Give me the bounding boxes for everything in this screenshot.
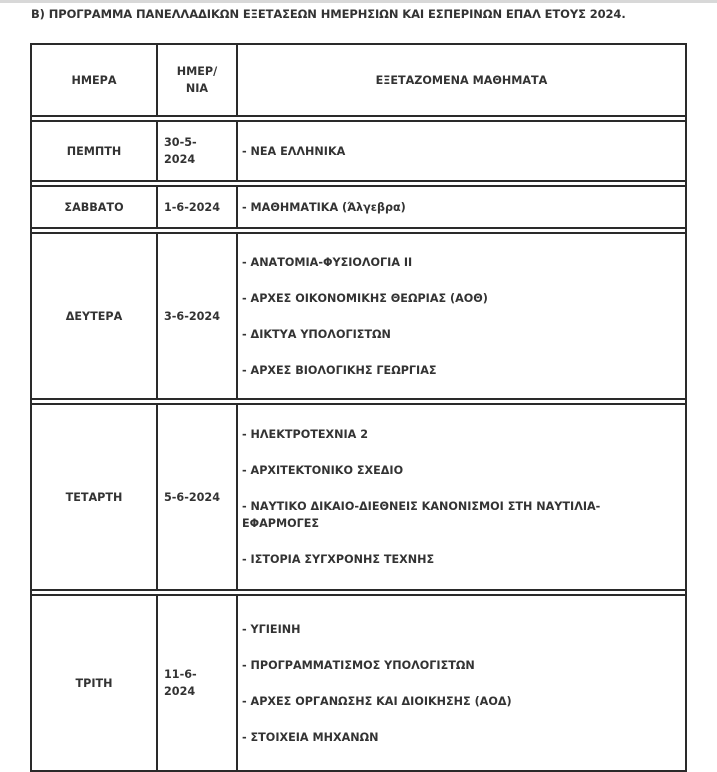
subject-item: - ΑΝΑΤΟΜΙΑ-ΦΥΣΙΟΛΟΓΙΑ ΙΙ bbox=[242, 255, 413, 269]
table-header-row bbox=[31, 44, 686, 116]
subjects-cell bbox=[237, 121, 686, 181]
header-subjects: ΕΞΕΤΑΖΟΜΕΝΑ ΜΑΘΗΜΑΤΑ bbox=[237, 44, 686, 116]
subject-item: - ΔΙΚΤΥΑ ΥΠΟΛΟΓΙΣΤΩΝ bbox=[242, 327, 391, 341]
day-cell: ΔΕΥΤΕΡΑ bbox=[31, 233, 157, 399]
subject-item: - ΙΣΤΟΡΙΑ ΣΥΓΧΡΟΝΗΣ ΤΕΧΝΗΣ bbox=[242, 553, 435, 566]
subjects-cell bbox=[237, 404, 686, 590]
date-cell bbox=[157, 595, 237, 771]
day-cell: ΤΕΤΑΡΤΗ bbox=[31, 404, 157, 590]
subject-item: - ΑΡΧΕΣ ΟΡΓΑΝΩΣΗΣ ΚΑΙ ΔΙΟΙΚΗΣΗΣ (ΑΟΔ) bbox=[242, 694, 512, 708]
subject-item: - ΑΡΧΕΣ ΒΙΟΛΟΓΙΚΗΣ ΓΕΩΡΓΙΑΣ bbox=[242, 363, 437, 377]
date-line1: 11-6- bbox=[164, 668, 197, 681]
day-cell: ΣΑΒΒΑΤΟ bbox=[31, 186, 157, 228]
subject-item: - ΠΡΟΓΡΑΜΜΑΤΙΣΜΟΣ ΥΠΟΛΟΓΙΣΤΩΝ bbox=[242, 658, 475, 672]
subject-item: - ΣΤΟΙΧΕΙΑ ΜΗΧΑΝΩΝ bbox=[242, 730, 379, 744]
table-row bbox=[31, 186, 686, 228]
table-row bbox=[31, 121, 686, 181]
day-cell: ΤΡΙΤΗ bbox=[31, 595, 157, 771]
date-line2: 2024 bbox=[164, 685, 196, 698]
date-line1: 3-6-2024 bbox=[164, 309, 220, 323]
date-line1: 1-6-2024 bbox=[164, 200, 220, 214]
subjects-cell bbox=[237, 186, 686, 228]
table-row bbox=[31, 233, 686, 399]
table-row bbox=[31, 595, 686, 771]
date-cell bbox=[157, 404, 237, 590]
exam-schedule-table bbox=[30, 43, 687, 772]
subjects-cell bbox=[237, 595, 686, 771]
header-date-line1: ΗΜΕΡ/ bbox=[176, 65, 218, 78]
day-cell: ΠΕΜΠΤΗ bbox=[31, 121, 157, 181]
subject-item: - ΝΑΥΤΙΚΟ ΔΙΚΑΙΟ-ΔΙΕΘΝΕΙΣ ΚΑΝΟΝΙΣΜΟΙ ΣΤΗ ΝΑΥΤΙΛΙΑ-ΕΦΑΡΜΟΓΕΣ bbox=[242, 500, 601, 530]
header-date bbox=[157, 44, 237, 116]
header-date-line2: ΝΙΑ bbox=[185, 82, 209, 95]
subject-item: - ΑΡΧΙΤΕΚΤΟΝΙΚΟ ΣΧΕΔΙΟ bbox=[242, 464, 404, 477]
date-cell bbox=[157, 233, 237, 399]
page-title: Β) ΠΡΟΓΡΑΜΜΑ ΠΑΝΕΛΛΑΔΙΚΩΝ ΕΞΕΤΑΣΕΩΝ ΗΜΕΡΗΣΙΩΝ ΚΑΙ ΕΣΠΕΡΙΝΩΝ ΕΠΑΛ ΕΤΟΥΣ 2024. bbox=[31, 7, 626, 21]
subject-item: - ΜΑΘΗΜΑΤΙΚΑ (Άλγεβρα) bbox=[242, 200, 406, 214]
top-divider bbox=[0, 0, 717, 3]
header-day: ΗΜΕΡΑ bbox=[31, 44, 157, 116]
date-line1: 30-5- bbox=[164, 136, 197, 149]
table-row bbox=[31, 404, 686, 590]
subjects-cell bbox=[237, 233, 686, 399]
subject-item: - ΥΓΙΕΙΝΗ bbox=[242, 622, 301, 636]
date-cell bbox=[157, 186, 237, 228]
subject-item: - ΝΕΑ ΕΛΛΗΝΙΚΑ bbox=[242, 144, 346, 158]
date-cell bbox=[157, 121, 237, 181]
date-line2: 2024 bbox=[164, 153, 196, 166]
date-line1: 5-6-2024 bbox=[164, 490, 220, 504]
subject-item: - ΗΛΕΚΤΡΟΤΕΧΝΙΑ 2 bbox=[242, 428, 368, 441]
subject-item: - ΑΡΧΕΣ ΟΙΚΟΝΟΜΙΚΗΣ ΘΕΩΡΙΑΣ (ΑΟΘ) bbox=[242, 291, 488, 305]
